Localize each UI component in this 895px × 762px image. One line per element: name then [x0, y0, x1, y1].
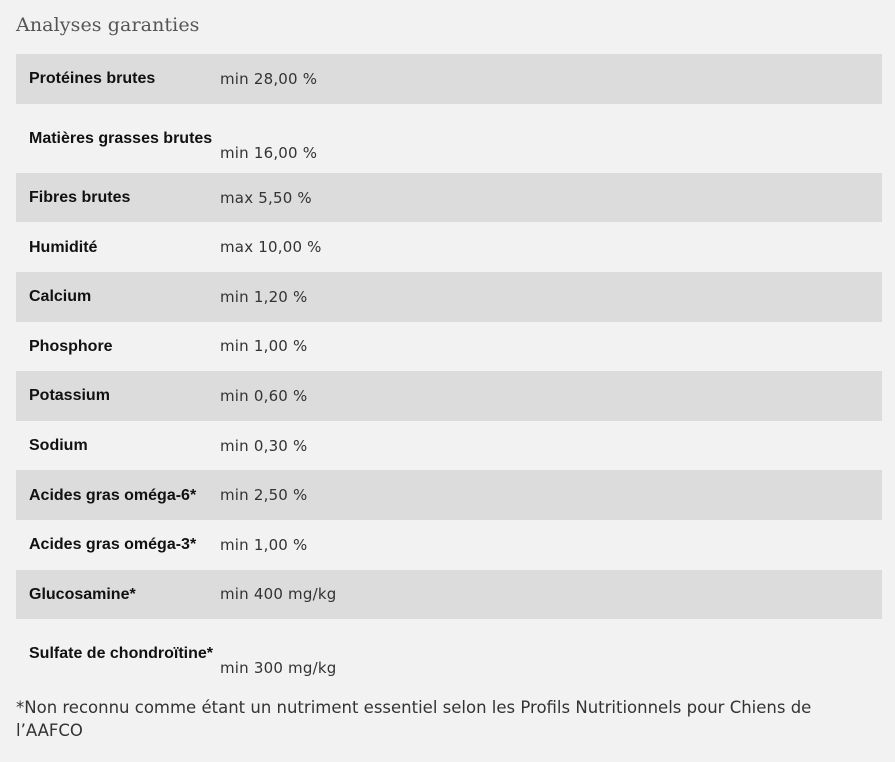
nutrient-name: Phosphore	[16, 322, 220, 372]
nutrient-name: Sodium	[16, 421, 220, 471]
table-row	[16, 470, 882, 520]
nutrient-value: min 1,00 %	[220, 520, 882, 570]
nutrient-value: min 0,60 %	[220, 371, 882, 421]
table-row	[16, 421, 882, 471]
nutrient-name: Fibres brutes	[16, 173, 220, 223]
nutrient-name: Potassium	[16, 371, 220, 421]
nutrient-name: Protéines brutes	[16, 54, 220, 104]
section-heading: Analyses garanties	[16, 14, 200, 36]
table-row	[16, 272, 882, 322]
nutrient-value: min 1,20 %	[220, 272, 882, 322]
nutrient-name: Acides gras oméga-6*	[16, 470, 220, 520]
nutrient-name: Calcium	[16, 272, 220, 322]
nutrient-value: max 5,50 %	[220, 173, 882, 223]
table-row	[16, 222, 882, 272]
nutrient-value: min 16,00 %	[220, 104, 882, 173]
nutrient-name: Sulfate de chondroïtine*	[16, 619, 220, 688]
table-row	[16, 322, 882, 372]
table-row	[16, 619, 882, 688]
nutrient-value: min 400 mg/kg	[220, 570, 882, 620]
nutrient-value: min 2,50 %	[220, 470, 882, 520]
table-row	[16, 54, 882, 104]
table-row	[16, 104, 882, 173]
nutrient-name: Matières grasses brutes	[16, 104, 220, 173]
nutrient-value: min 28,00 %	[220, 54, 882, 104]
nutrient-name: Acides gras oméga-3*	[16, 520, 220, 570]
nutrient-value: min 300 mg/kg	[220, 619, 882, 688]
table-row	[16, 173, 882, 223]
footnote: *Non reconnu comme étant un nutriment essentiel selon les Profils Nutritionnels pour Chiens de l’AAFCO	[16, 698, 812, 740]
nutrient-name: Humidité	[16, 222, 220, 272]
table-row	[16, 371, 882, 421]
analysis-table	[16, 54, 882, 688]
nutrient-value: min 1,00 %	[220, 322, 882, 372]
nutrient-name: Glucosamine*	[16, 570, 220, 620]
table-row	[16, 570, 882, 620]
nutrient-value: min 0,30 %	[220, 421, 882, 471]
table-row	[16, 520, 882, 570]
nutrient-value: max 10,00 %	[220, 222, 882, 272]
